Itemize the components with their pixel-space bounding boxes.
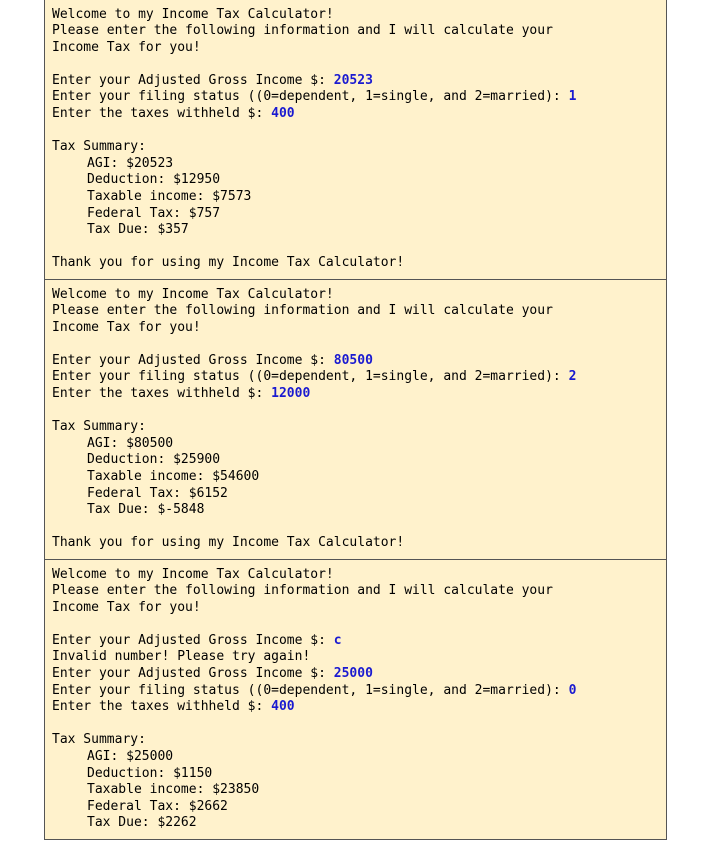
blank-line [52, 336, 666, 353]
summary-title: Tax Summary: [52, 139, 146, 155]
withheld-prompt-line [52, 699, 666, 716]
thanks-message: Thank you for using my Income Tax Calculator! [52, 535, 405, 551]
withheld-prompt-line [52, 386, 666, 403]
program-run-1 [45, 0, 666, 280]
agi-prompt: Enter your Adjusted Gross Income $: [52, 666, 334, 682]
welcome-message: Welcome to my Income Tax Calculator! [52, 6, 334, 22]
summary-agi: AGI: $20523 [87, 155, 174, 171]
agi-prompt-line [52, 353, 666, 370]
summary-agi: AGI: $80500 [87, 435, 174, 451]
blank-line [52, 519, 666, 536]
status-input: 2 [568, 369, 577, 385]
blank-line [52, 616, 666, 633]
summary-taxable-income: Taxable income: $54600 [87, 469, 260, 485]
summary-taxable-income: Taxable income: $23850 [87, 782, 260, 798]
program-run-3 [45, 560, 666, 840]
agi-prompt-line [52, 73, 666, 90]
summary-tax-due: Tax Due: $2262 [87, 815, 197, 831]
agi-prompt: Enter your Adjusted Gross Income $: [52, 632, 334, 648]
summary-agi: AGI: $25000 [87, 749, 174, 765]
summary-title: Tax Summary: [52, 419, 146, 435]
status-prompt: Enter your filing status ((0=dependent, 1=single, and 2=married): [52, 89, 569, 105]
status-input: 0 [568, 682, 577, 698]
summary-taxable-income: Taxable income: $7573 [87, 189, 252, 205]
summary-title: Tax Summary: [52, 732, 146, 748]
blank-line [52, 716, 666, 733]
withheld-prompt: Enter the taxes withheld $: [52, 699, 272, 715]
invalid-number-message: Invalid number! Please try again! [52, 649, 311, 665]
blank-line [52, 56, 666, 73]
agi-input: 25000 [333, 666, 373, 682]
summary-deduction: Deduction: $1150 [87, 765, 213, 781]
intro-line: Income Tax for you! [52, 599, 201, 615]
withheld-prompt-line [52, 106, 666, 123]
status-prompt: Enter your filing status ((0=dependent, 1=single, and 2=married): [52, 682, 569, 698]
status-prompt: Enter your filing status ((0=dependent, 1=single, and 2=married): [52, 369, 569, 385]
console-output [44, 0, 667, 840]
agi-prompt: Enter your Adjusted Gross Income $: [52, 72, 334, 88]
agi-prompt-line [52, 633, 666, 650]
summary-federal-tax: Federal Tax: $2662 [87, 798, 228, 814]
summary-deduction: Deduction: $25900 [87, 452, 221, 468]
agi-input: 20523 [333, 72, 373, 88]
agi-input: c [333, 632, 342, 648]
program-run-2 [45, 280, 666, 560]
summary-federal-tax: Federal Tax: $757 [87, 205, 221, 221]
status-input: 1 [568, 89, 577, 105]
blank-line [52, 123, 666, 140]
summary-federal-tax: Federal Tax: $6152 [87, 485, 228, 501]
status-prompt-line [52, 89, 666, 106]
thanks-message: Thank you for using my Income Tax Calculator! [52, 255, 405, 271]
welcome-message: Welcome to my Income Tax Calculator! [52, 566, 334, 582]
withheld-prompt: Enter the taxes withheld $: [52, 106, 272, 122]
summary-deduction: Deduction: $12950 [87, 172, 221, 188]
intro-line: Income Tax for you! [52, 39, 201, 55]
blank-line [52, 239, 666, 256]
withheld-prompt: Enter the taxes withheld $: [52, 386, 272, 402]
blank-line [52, 403, 666, 420]
agi-prompt-retry-line [52, 666, 666, 683]
withheld-input: 400 [271, 106, 295, 122]
status-prompt-line [52, 369, 666, 386]
intro-line: Please enter the following information and I will calculate your [52, 583, 553, 599]
status-prompt-line [52, 683, 666, 700]
agi-prompt: Enter your Adjusted Gross Income $: [52, 352, 334, 368]
summary-tax-due: Tax Due: $357 [87, 222, 189, 238]
summary-tax-due: Tax Due: $-5848 [87, 502, 205, 518]
withheld-input: 12000 [271, 386, 311, 402]
intro-line: Income Tax for you! [52, 319, 201, 335]
withheld-input: 400 [271, 699, 295, 715]
intro-line: Please enter the following information and I will calculate your [52, 23, 553, 39]
welcome-message: Welcome to my Income Tax Calculator! [52, 286, 334, 302]
agi-input: 80500 [333, 352, 373, 368]
intro-line: Please enter the following information and I will calculate your [52, 303, 553, 319]
